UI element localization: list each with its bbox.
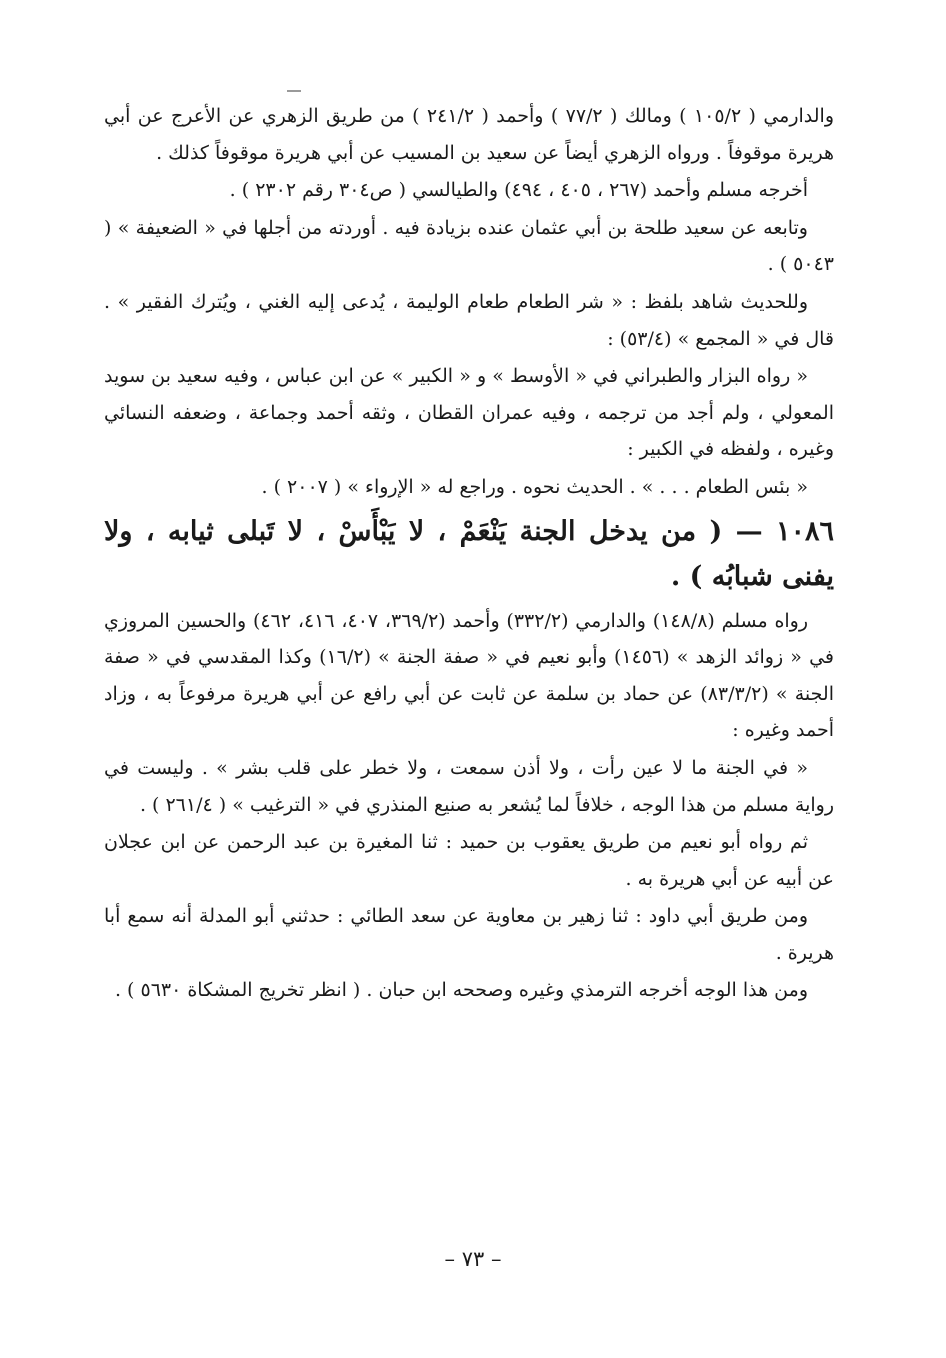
paragraph-riwaya: رواه مسلم (١٤٨/٨) والدارمي (٣٣٢/٢) وأحمد (٣٦٩/٢، ٤٠٧، ٤١٦، ٤٦٢) والحسين المروزي في « زوائد الزهد » (١٤٥٦) وأبو نعيم في « صفة الجنة » (١٦/٢) وكذا المقدسي في « صفة الجنة » (٨٣/٣/٢) عن حماد بن سلمة عن ثابت عن أبي رافع عن أبي هريرة مرفوعاً به ، وزاد أحمد وغيره : [104, 609, 834, 742]
paragraph-tirmidhi: ومن هذا الوجه أخرجه الترمذي وغيره وصححه ابن حبان . ( انظر تخريج المشكاة ٥٦٣٠ ) . [114, 979, 808, 1002]
top-rule-mark [287, 90, 301, 92]
paragraph-abu-nuaym: ثم رواه أبو نعيم من طريق يعقوب بن حميد : ثنا المغيرة بن عبد الرحمن عن ابن عجلان عن أبيه عن أبي هريرة به . [104, 831, 834, 890]
paragraph-continuation: والدارمي ( ١٠٥/٢ ) ومالك ( ٧٧/٢ ) وأحمد ( ٢٤١/٢ ) من طريق الزهري عن الأعرج عن أبي هريرة موقوفاً . ورواه الزهري أيضاً عن سعيد بن المسيب عن أبي هريرة موقوفاً كذلك . [104, 105, 834, 164]
paragraph-irwa-reference: « بئس الطعام . . . » . الحديث نحوه . وراجع له « الإرواء » ( ٢٠٠٧ ) . [261, 475, 808, 498]
page-body [104, 98, 834, 1010]
paragraph-majma-quote: « رواه البزار والطبراني في « الأوسط » و « الكبير » عن ابن عباس ، وفيه سعيد بن سويد المعولي ، ولم أجد من ترجمه ، وفيه عمران القطان ، وثقه أحمد وجماعة ، وضعفه النسائي وغيره ، ولفظه في الكبير : [104, 365, 834, 461]
paragraph-mutaba: وتابعه عن سعيد طلحة بن أبي عثمان عنده بزيادة فيه . أوردته من أجلها في « الضعيفة » ( ٥٠٤٣ ) . [104, 216, 834, 276]
page-number: – ٧٣ – [444, 1247, 502, 1271]
paragraph-takhrij: أخرجه مسلم وأحمد (٢٦٧ ، ٤٠٥ ، ٤٩٤) والطيالسي ( ص٣٠٤ رقم ٢٣٠٢ ) . [229, 179, 808, 202]
paragraph-shahid: وللحديث شاهد بلفظ : « شر الطعام طعام الوليمة ، يُدعى إليه الغني ، ويُترك الفقير » . قال في « المجمع » (٥٣/٤) : [104, 290, 834, 350]
hadith-heading: ١٠٨٦ — ( من يدخل الجنة يَنْعَمْ ، لا يَبْأَسْ ، لا تَبلى ثيابه ، ولا يفنى شبابُه ) . [104, 515, 834, 592]
paragraph-ziyada: « في الجنة ما لا عين رأت ، ولا أذن سمعت ، ولا خطر على قلب بشر » . وليست في رواية مسلم من هذا الوجه ، خلافاً لما يُشعر به صنيع المنذري في « الترغيب » ( ٢٦١/٤ ) . [104, 756, 834, 816]
paragraph-abu-dawud: ومن طريق أبي داود : ثنا زهير بن معاوية عن سعد الطائي : حدثني أبو المدلة أنه سمع أبا هريرة . [104, 905, 834, 964]
